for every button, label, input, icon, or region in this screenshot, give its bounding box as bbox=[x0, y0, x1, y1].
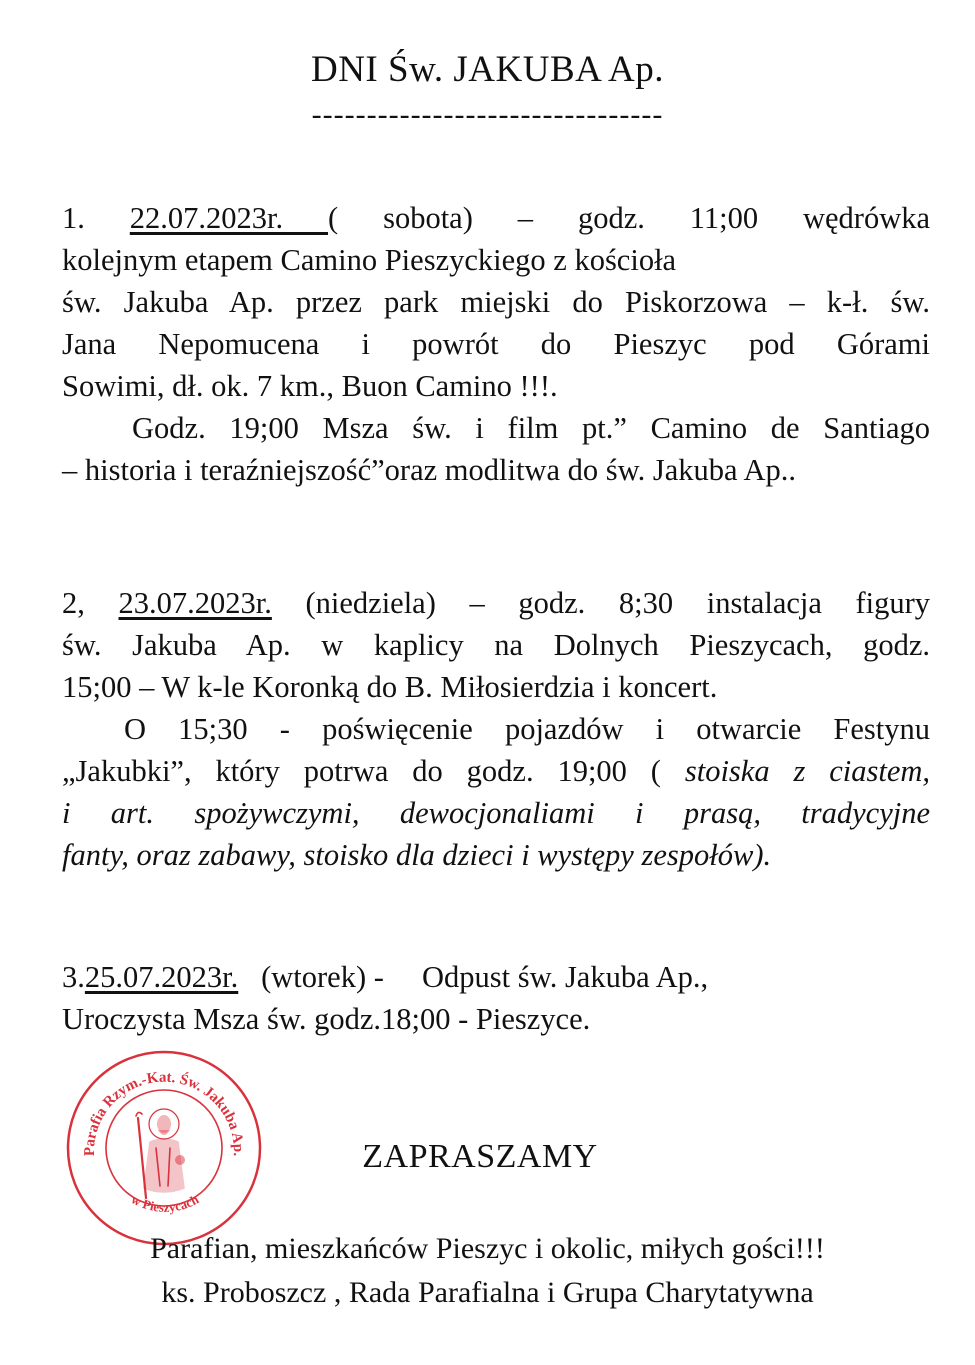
event-1-line: kolejnym etapem Camino Pieszyckiego z kościoła bbox=[62, 243, 677, 277]
event-1-line: Sowimi, dł. ok. 7 km., Buon Camino !!!. bbox=[62, 369, 558, 403]
event-1-number: 1. bbox=[62, 201, 85, 235]
title-separator: -------------------------------- bbox=[311, 98, 664, 131]
event-item-2 bbox=[62, 582, 930, 876]
event-2-first-line bbox=[62, 582, 930, 624]
event-2-stalls-line: i art. spożywczymi, dewocjonaliami i prasą, tradycyjne bbox=[62, 796, 930, 830]
event-2-first-line-rest: godz. 8;30 instalacja figury bbox=[518, 586, 931, 620]
footer-line-guests: Parafian, mieszkańców Pieszyc i okolic, miłych gości!!! bbox=[150, 1232, 825, 1265]
footer-line-signature: ks. Proboszcz , Rada Parafialna i Grupa Charytatywna bbox=[161, 1276, 814, 1309]
event-2-festival-italic: stoiska z ciastem, bbox=[684, 754, 931, 788]
event-3-date: 25.07.2023r. bbox=[84, 960, 239, 994]
seal-bottom-text: w Pieszycach bbox=[128, 1191, 202, 1215]
event-2-festival-plain: „Jakubki”, który potrwa do godz. 19;00 ( bbox=[62, 754, 685, 788]
event-2-date: 23.07.2023r. bbox=[118, 586, 272, 620]
event-1-line: Jana Nepomucena i powrót do Pieszyc pod Górami bbox=[62, 327, 930, 361]
event-1-line: św. Jakuba Ap. przez park miejski do Piskorzowa – k-ł. św. bbox=[62, 285, 930, 319]
event-3-first-line bbox=[62, 956, 930, 998]
event-1-first-line bbox=[62, 197, 930, 239]
event-1-day: ( sobota) bbox=[328, 201, 473, 235]
event-1-dash: – bbox=[517, 201, 534, 235]
event-2-number: 2, bbox=[62, 586, 85, 620]
event-2-festival-line: O 15;30 - poświęcenie pojazdów i otwarcie Festynu bbox=[124, 712, 930, 746]
event-2-line: 15;00 – W k-le Koronką do B. Miłosierdzia i koncert. bbox=[62, 670, 718, 704]
event-1-evening-line: – historia i teraźniejszość”oraz modlitwa do św. Jakuba Ap.. bbox=[62, 453, 797, 487]
saint-figure-icon bbox=[136, 1109, 185, 1198]
event-1-date: 22.07.2023r. bbox=[129, 201, 329, 235]
event-1-evening-line: Godz. 19;00 Msza św. i film pt.” Camino de Santiago bbox=[132, 411, 930, 445]
event-2-day: (niedziela) bbox=[305, 586, 436, 620]
event-item-1 bbox=[62, 197, 930, 491]
page-title: DNI Św. JAKUBA Ap. bbox=[310, 49, 664, 90]
event-1-first-line-rest: godz. 11;00 wędrówka bbox=[577, 201, 931, 235]
seal-ring-text: Parafia Rzym.-Kat. Św. Jakuba Ap. bbox=[81, 1069, 247, 1157]
event-2-festival-line bbox=[62, 750, 930, 792]
parish-seal-stamp bbox=[64, 1048, 264, 1248]
invitation-heading: ZAPRASZAMY bbox=[362, 1138, 598, 1175]
event-2-dash: – bbox=[469, 586, 485, 620]
event-2-line: św. Jakuba Ap. w kaplicy na Dolnych Pieszycach, godz. bbox=[62, 628, 930, 662]
event-3-number: 3. bbox=[62, 960, 85, 994]
event-2-stalls-line: fanty, oraz zabawy, stoisko dla dzieci i występy zespołów). bbox=[62, 838, 772, 872]
event-item-3 bbox=[62, 956, 930, 1040]
event-3-line: Uroczysta Msza św. godz.18;00 - Pieszyce. bbox=[62, 1002, 591, 1036]
event-3-day: (wtorek) - bbox=[261, 960, 384, 994]
event-3-first-line-rest: Odpust św. Jakuba Ap., bbox=[422, 960, 709, 994]
